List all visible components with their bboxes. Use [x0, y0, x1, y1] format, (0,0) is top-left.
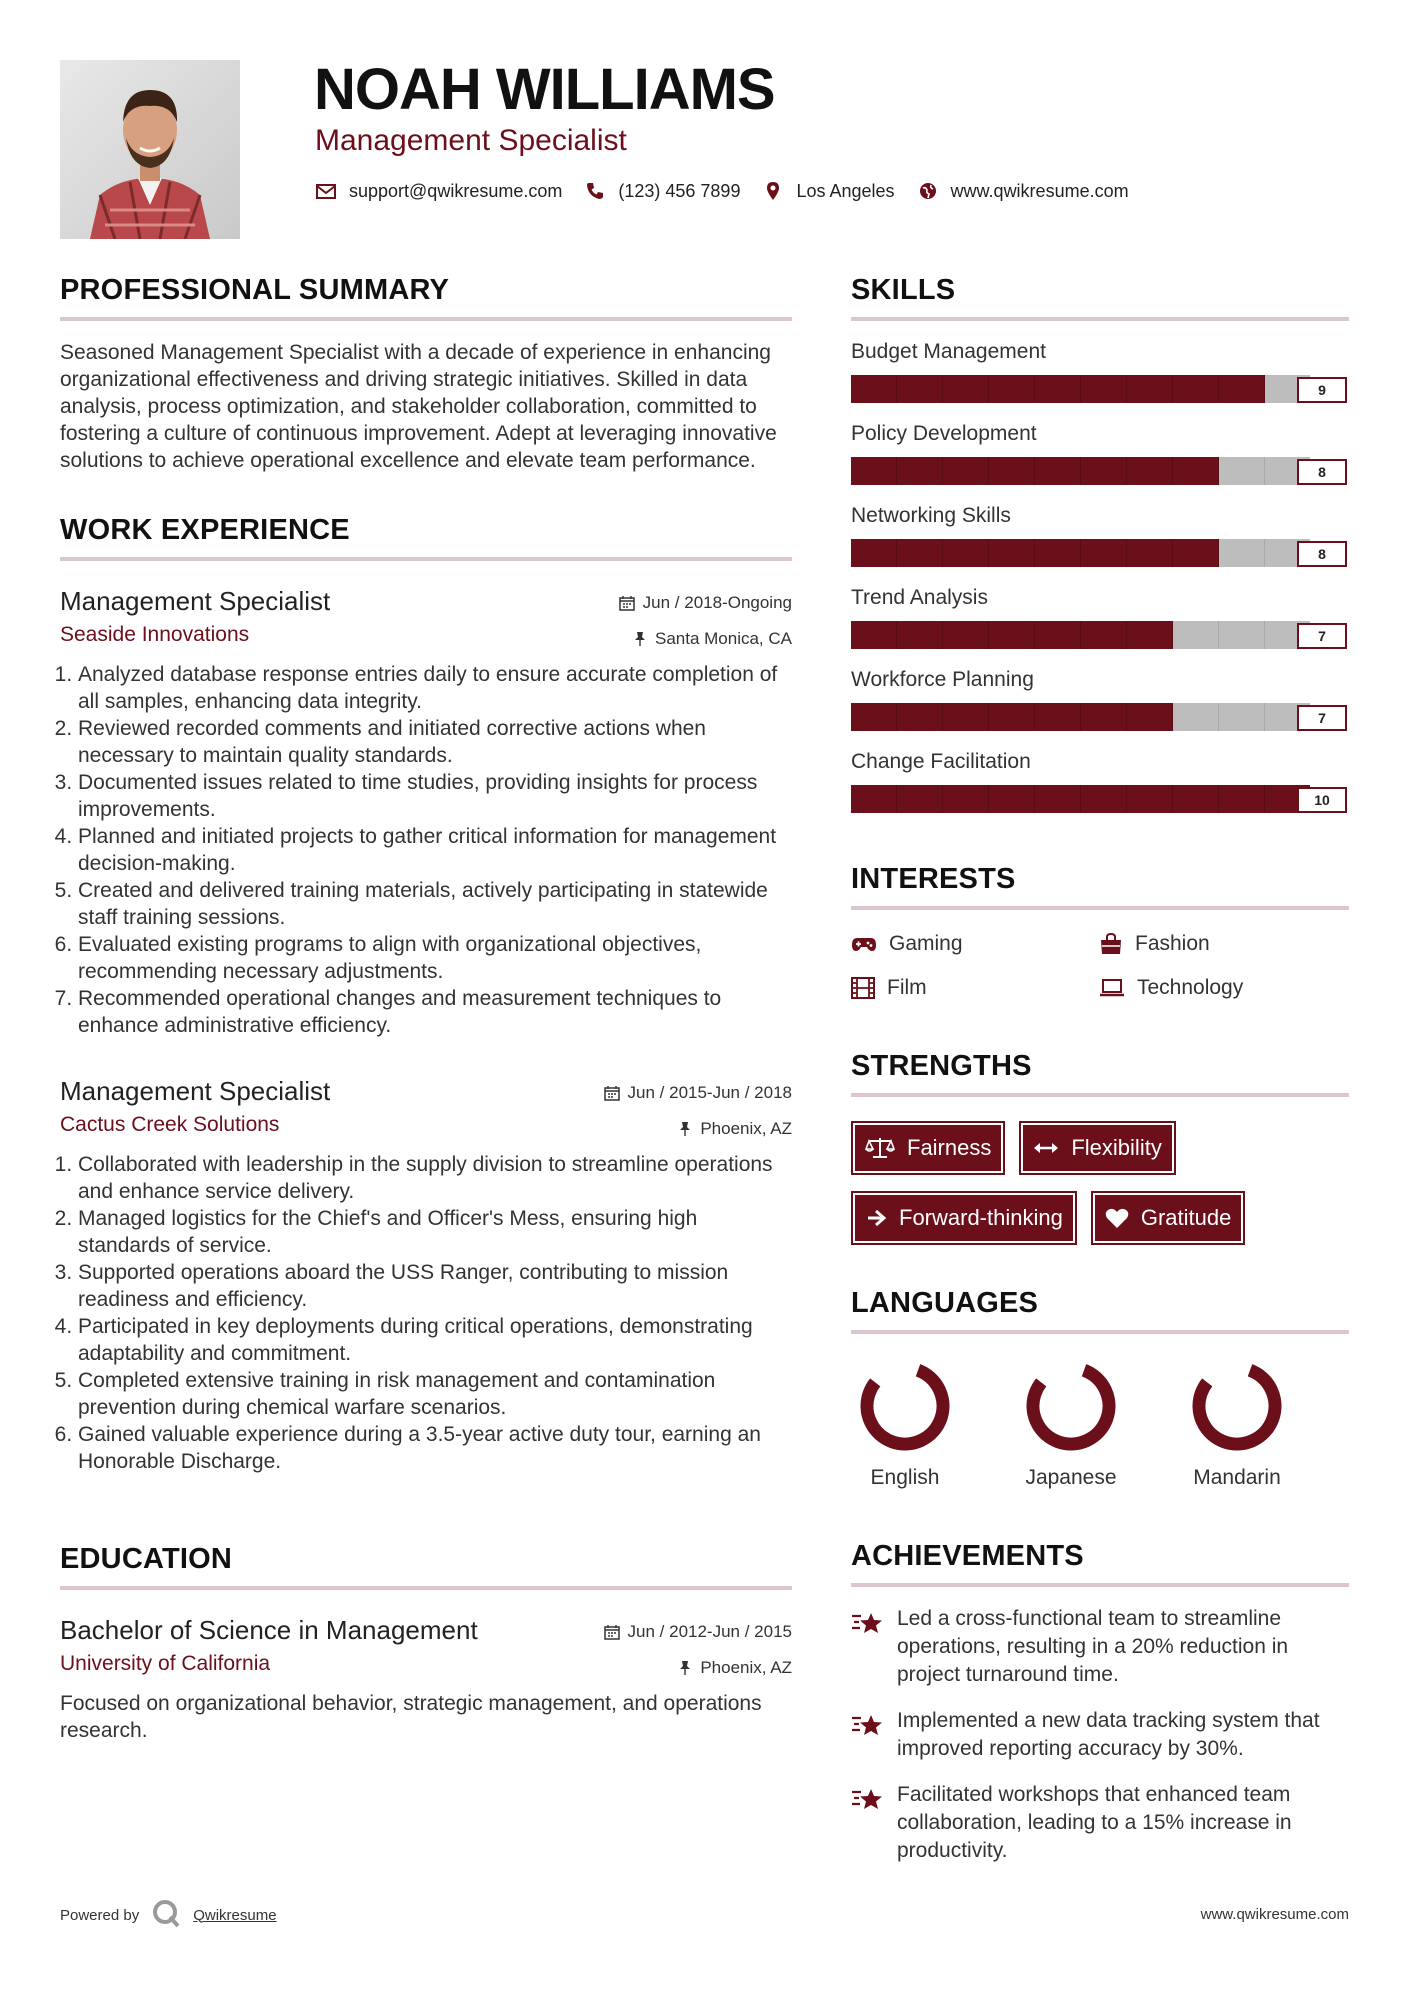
achievement-text: Led a cross-functional team to streamline operations, resulting in a 20% reduction in project turnaround time. [897, 1607, 1289, 1686]
list-item: 2. Reviewed recorded comments and initiated corrective actions when necessary to maintain quality standards. [78, 715, 792, 769]
skills-heading: SKILLS [851, 270, 1349, 321]
list-item: 5. Created and delivered training materials, actively participating in statewide staff training sessions. [78, 877, 792, 931]
job-location-text: Phoenix, AZ [700, 1119, 792, 1138]
skill-bar-filled-segment [1219, 375, 1265, 403]
skill-bar-filled-segment [989, 457, 1035, 485]
shopping-bag-icon [1099, 933, 1123, 955]
achievements-heading: ACHIEVEMENTS [851, 1536, 1349, 1587]
profile-photo [60, 60, 240, 239]
skill-bar [851, 785, 1347, 813]
skill-name: Trend Analysis [851, 586, 988, 609]
skill-score: 8 [1297, 541, 1347, 567]
skill-bar-filled-segment [1127, 375, 1173, 403]
balance-scale-icon [865, 1136, 895, 1160]
skill-bar-filled-segment [1127, 621, 1173, 649]
job-entry [60, 585, 792, 1039]
achievement-text: Facilitated workshops that enhanced team collaboration, leading to a 15% increase in productivity. [897, 1783, 1292, 1862]
skill-bar-filled-segment [989, 621, 1035, 649]
job-date-text: Jun / 2015-Jun / 2018 [627, 1083, 792, 1102]
skill-bar-empty-segment [1219, 621, 1265, 649]
list-item: 3. Supported operations aboard the USS Ranger, contributing to mission readiness and efficiency. [78, 1259, 792, 1313]
skill-bar-filled-segment [1035, 539, 1081, 567]
language-level-ring [1189, 1358, 1285, 1454]
interest-item [851, 932, 1099, 956]
skill-bar-empty-segment [1219, 539, 1265, 567]
interest-item [1099, 932, 1347, 956]
skill-bar-filled-segment [1127, 785, 1173, 813]
skill-item [851, 419, 1349, 485]
degree-title: Bachelor of Science in Management [60, 1615, 478, 1645]
skill-bar-filled-segment [989, 375, 1035, 403]
skill-name: Networking Skills [851, 504, 1011, 527]
summary-heading: PROFESSIONAL SUMMARY [60, 270, 792, 321]
footer-powered-by [60, 1898, 277, 1932]
skill-item [851, 501, 1349, 567]
arrows-horizontal-icon [1033, 1139, 1059, 1157]
skill-bar-filled-segment [943, 621, 989, 649]
globe-icon [917, 180, 939, 202]
list-item: 3. Documented issues related to time studies, providing insights for process improvements. [78, 769, 792, 823]
skill-bar-filled-segment [851, 621, 897, 649]
powered-by-label: Powered by [60, 1906, 140, 1924]
arrow-right-icon [865, 1207, 887, 1229]
education-description: Focused on organizational behavior, strategic management, and operations research. [60, 1692, 762, 1742]
skill-bar-filled-segment [897, 457, 943, 485]
skill-bar-filled-segment [1173, 457, 1219, 485]
language-item [851, 1358, 1017, 1490]
strength-label: Flexibility [1071, 1135, 1162, 1160]
skill-bar-filled-segment [989, 785, 1035, 813]
skill-item [851, 665, 1349, 731]
language-level-ring [1023, 1358, 1119, 1454]
skills-list [851, 337, 1349, 813]
language-label: Japanese [1025, 1466, 1117, 1489]
achievement-item [851, 1605, 1349, 1689]
language-level-arc [1023, 1358, 1119, 1454]
list-item: 1. Collaborated with leadership in the supply division to streamline operations and enhance service delivery. [78, 1151, 792, 1205]
interest-label: Fashion [1135, 932, 1210, 955]
language-item [1017, 1358, 1183, 1490]
list-item: 6. Evaluated existing programs to align with organizational objectives, recommending necessary adjustments. [78, 931, 792, 985]
job-company: Seaside Innovations [60, 623, 250, 646]
skill-bar-filled-segment [943, 375, 989, 403]
strengths-heading: STRENGTHS [851, 1046, 1349, 1097]
job-bullets [60, 661, 792, 1039]
strengths-list [851, 1121, 1349, 1245]
skill-bar-filled-segment [897, 621, 943, 649]
interests-heading: INTERESTS [851, 859, 1349, 910]
job-bullets [60, 1151, 792, 1475]
shooting-star-icon [851, 1785, 883, 1813]
skill-bar-filled-segment [1081, 375, 1127, 403]
interest-label: Technology [1137, 976, 1244, 999]
skill-bar-filled-segment [897, 703, 943, 731]
skill-bar-filled-segment [943, 539, 989, 567]
skill-item [851, 583, 1349, 649]
job-location-text: Santa Monica, CA [654, 629, 792, 648]
contact-website[interactable]: www.qwikresume.com [950, 180, 1129, 201]
education-date [604, 1622, 792, 1642]
skill-bar-filled-segment [897, 785, 943, 813]
interest-item [851, 976, 1099, 1000]
interest-label: Gaming [889, 932, 963, 955]
skill-bar-filled-segment [943, 703, 989, 731]
skill-bar-filled-segment [1127, 539, 1173, 567]
contact-location: Los Angeles [796, 180, 895, 201]
job-date-text: Jun / 2018-Ongoing [642, 593, 792, 612]
pushpin-icon [678, 1660, 692, 1676]
skill-bar-filled-segment [1035, 703, 1081, 731]
education-heading: EDUCATION [60, 1539, 792, 1590]
languages-heading: LANGUAGES [851, 1283, 1349, 1334]
skill-bar-filled-segment [851, 457, 897, 485]
skill-bar-empty-segment [1219, 457, 1265, 485]
skill-bar [851, 457, 1347, 485]
interest-item [1099, 976, 1347, 1000]
shooting-star-icon [851, 1711, 883, 1739]
language-level-arc [1189, 1358, 1285, 1454]
language-label: Mandarin [1193, 1466, 1281, 1489]
interest-label: Film [887, 976, 927, 999]
skill-name: Budget Management [851, 340, 1046, 363]
skill-bar-empty-segment [1173, 621, 1219, 649]
film-icon [851, 977, 875, 999]
achievements-list [851, 1605, 1349, 1865]
calendar-icon [619, 595, 635, 611]
skill-item [851, 747, 1349, 813]
skill-bar-filled-segment [1035, 785, 1081, 813]
job-date [604, 1083, 792, 1103]
education-date-text: Jun / 2012-Jun / 2015 [627, 1622, 792, 1641]
language-level-ring [857, 1358, 953, 1454]
calendar-icon [604, 1624, 620, 1640]
list-item: 7. Recommended operational changes and measurement techniques to enhance administrative efficiency. [78, 985, 792, 1039]
qwikresume-link[interactable]: Qwikresume [193, 1906, 277, 1924]
skill-bar-filled-segment [851, 785, 897, 813]
skill-bar-filled-segment [851, 539, 897, 567]
achievement-item [851, 1707, 1349, 1763]
skill-bar-filled-segment [1035, 457, 1081, 485]
skill-bar-filled-segment [943, 457, 989, 485]
right-column [851, 270, 1349, 1865]
interests-list [851, 932, 1349, 1000]
job-date [619, 593, 792, 613]
list-item: 4. Participated in key deployments during critical operations, demonstrating adaptability and commitment. [78, 1313, 792, 1367]
contact-bar [315, 176, 1151, 206]
skill-bar-filled-segment [1173, 785, 1219, 813]
skill-bar [851, 621, 1347, 649]
skill-name: Policy Development [851, 422, 1037, 445]
job-location [678, 1119, 792, 1139]
qwikresume-logo-icon [151, 1898, 181, 1932]
skill-bar-filled-segment [1081, 621, 1127, 649]
list-item: 2. Managed logistics for the Chief's and Officer's Mess, ensuring high standards of service. [78, 1205, 792, 1259]
education-location [678, 1658, 792, 1678]
map-marker-icon [762, 180, 784, 202]
skill-bar-filled-segment [851, 375, 897, 403]
shooting-star-icon [851, 1609, 883, 1637]
heart-icon [1105, 1207, 1129, 1229]
language-item [1183, 1358, 1349, 1490]
skill-bar-filled-segment [1127, 703, 1173, 731]
list-item: 1. Analyzed database response entries daily to ensure accurate completion of all samples, enhancing data integrity. [78, 661, 792, 715]
job-location [633, 629, 792, 649]
strength-tag [1091, 1191, 1246, 1245]
skill-bar-filled-segment [1173, 375, 1219, 403]
language-label: English [870, 1466, 940, 1489]
education-location-text: Phoenix, AZ [700, 1658, 792, 1677]
skill-score: 10 [1297, 787, 1347, 813]
skill-bar-filled-segment [897, 539, 943, 567]
skill-bar-filled-segment [1219, 785, 1265, 813]
gamepad-icon [851, 935, 877, 953]
school-name: University of California [60, 1652, 271, 1675]
summary-text: Seasoned Management Specialist with a decade of experience in enhancing organizational effectiveness and driving strategic initiatives. Skilled in data analysis, process optimization, and stakeholder collaboration, committed to fostering a culture of continuous improvement. Adept at leveraging innovative solutions to achieve operational excellence and elevate team performance. [60, 341, 777, 472]
achievement-text: Implemented a new data tracking system that improved reporting accuracy by 30%. [897, 1709, 1320, 1760]
skill-bar-filled-segment [1173, 539, 1219, 567]
skill-name: Workforce Planning [851, 668, 1034, 691]
contact-email[interactable]: support@qwikresume.com [349, 180, 563, 201]
strength-label: Forward-thinking [899, 1205, 1063, 1230]
education-entry [60, 1614, 792, 1744]
strength-label: Fairness [907, 1135, 992, 1160]
strength-tag [1019, 1121, 1175, 1175]
skill-bar-filled-segment [1081, 703, 1127, 731]
skill-score: 7 [1297, 705, 1347, 731]
left-column [60, 270, 792, 1744]
pushpin-icon [678, 1121, 692, 1137]
job-title: Management Specialist [60, 1076, 331, 1106]
strength-tag [851, 1191, 1077, 1245]
language-level-arc [857, 1358, 953, 1454]
list-item: 4. Planned and initiated projects to gather critical information for management decision-making. [78, 823, 792, 877]
strength-label: Gratitude [1140, 1205, 1232, 1230]
skill-bar-filled-segment [897, 375, 943, 403]
list-item: 5. Completed extensive training in risk management and contamination prevention during chemical warfare scenarios. [78, 1367, 792, 1421]
achievement-item [851, 1781, 1349, 1865]
skill-bar-empty-segment [1219, 703, 1265, 731]
job-entry [60, 1075, 792, 1475]
footer-website[interactable]: www.qwikresume.com [1200, 1906, 1349, 1923]
skill-bar-filled-segment [1081, 457, 1127, 485]
experience-heading: WORK EXPERIENCE [60, 510, 792, 561]
skill-score: 8 [1297, 459, 1347, 485]
skill-bar-empty-segment [1173, 703, 1219, 731]
calendar-icon [604, 1085, 620, 1101]
candidate-name: NOAH WILLIAMS [314, 57, 775, 122]
skill-bar-filled-segment [1035, 375, 1081, 403]
skill-bar-filled-segment [943, 785, 989, 813]
job-title: Management Specialist [60, 586, 331, 616]
skill-bar-filled-segment [1127, 457, 1173, 485]
skill-bar-filled-segment [1081, 785, 1127, 813]
candidate-title: Management Specialist [315, 124, 627, 157]
skill-score: 9 [1297, 377, 1347, 403]
skill-bar-filled-segment [851, 703, 897, 731]
pushpin-icon [633, 631, 647, 647]
list-item: 6. Gained valuable experience during a 3.5-year active duty tour, earning an Honorable Discharge. [78, 1421, 792, 1475]
job-company: Cactus Creek Solutions [60, 1113, 280, 1136]
skill-bar-filled-segment [1081, 539, 1127, 567]
strength-tag [851, 1121, 1005, 1175]
envelope-icon [315, 180, 337, 202]
skill-bar [851, 375, 1347, 403]
skill-bar-filled-segment [989, 703, 1035, 731]
skill-score: 7 [1297, 623, 1347, 649]
skill-bar [851, 703, 1347, 731]
languages-list [851, 1358, 1349, 1490]
skill-bar-filled-segment [989, 539, 1035, 567]
laptop-icon [1099, 978, 1125, 998]
skill-item [851, 337, 1349, 403]
skill-bar [851, 539, 1347, 567]
skill-bar-filled-segment [1035, 621, 1081, 649]
skill-name: Change Facilitation [851, 750, 1031, 773]
phone-icon [584, 180, 606, 202]
contact-phone[interactable]: (123) 456 7899 [618, 180, 741, 201]
